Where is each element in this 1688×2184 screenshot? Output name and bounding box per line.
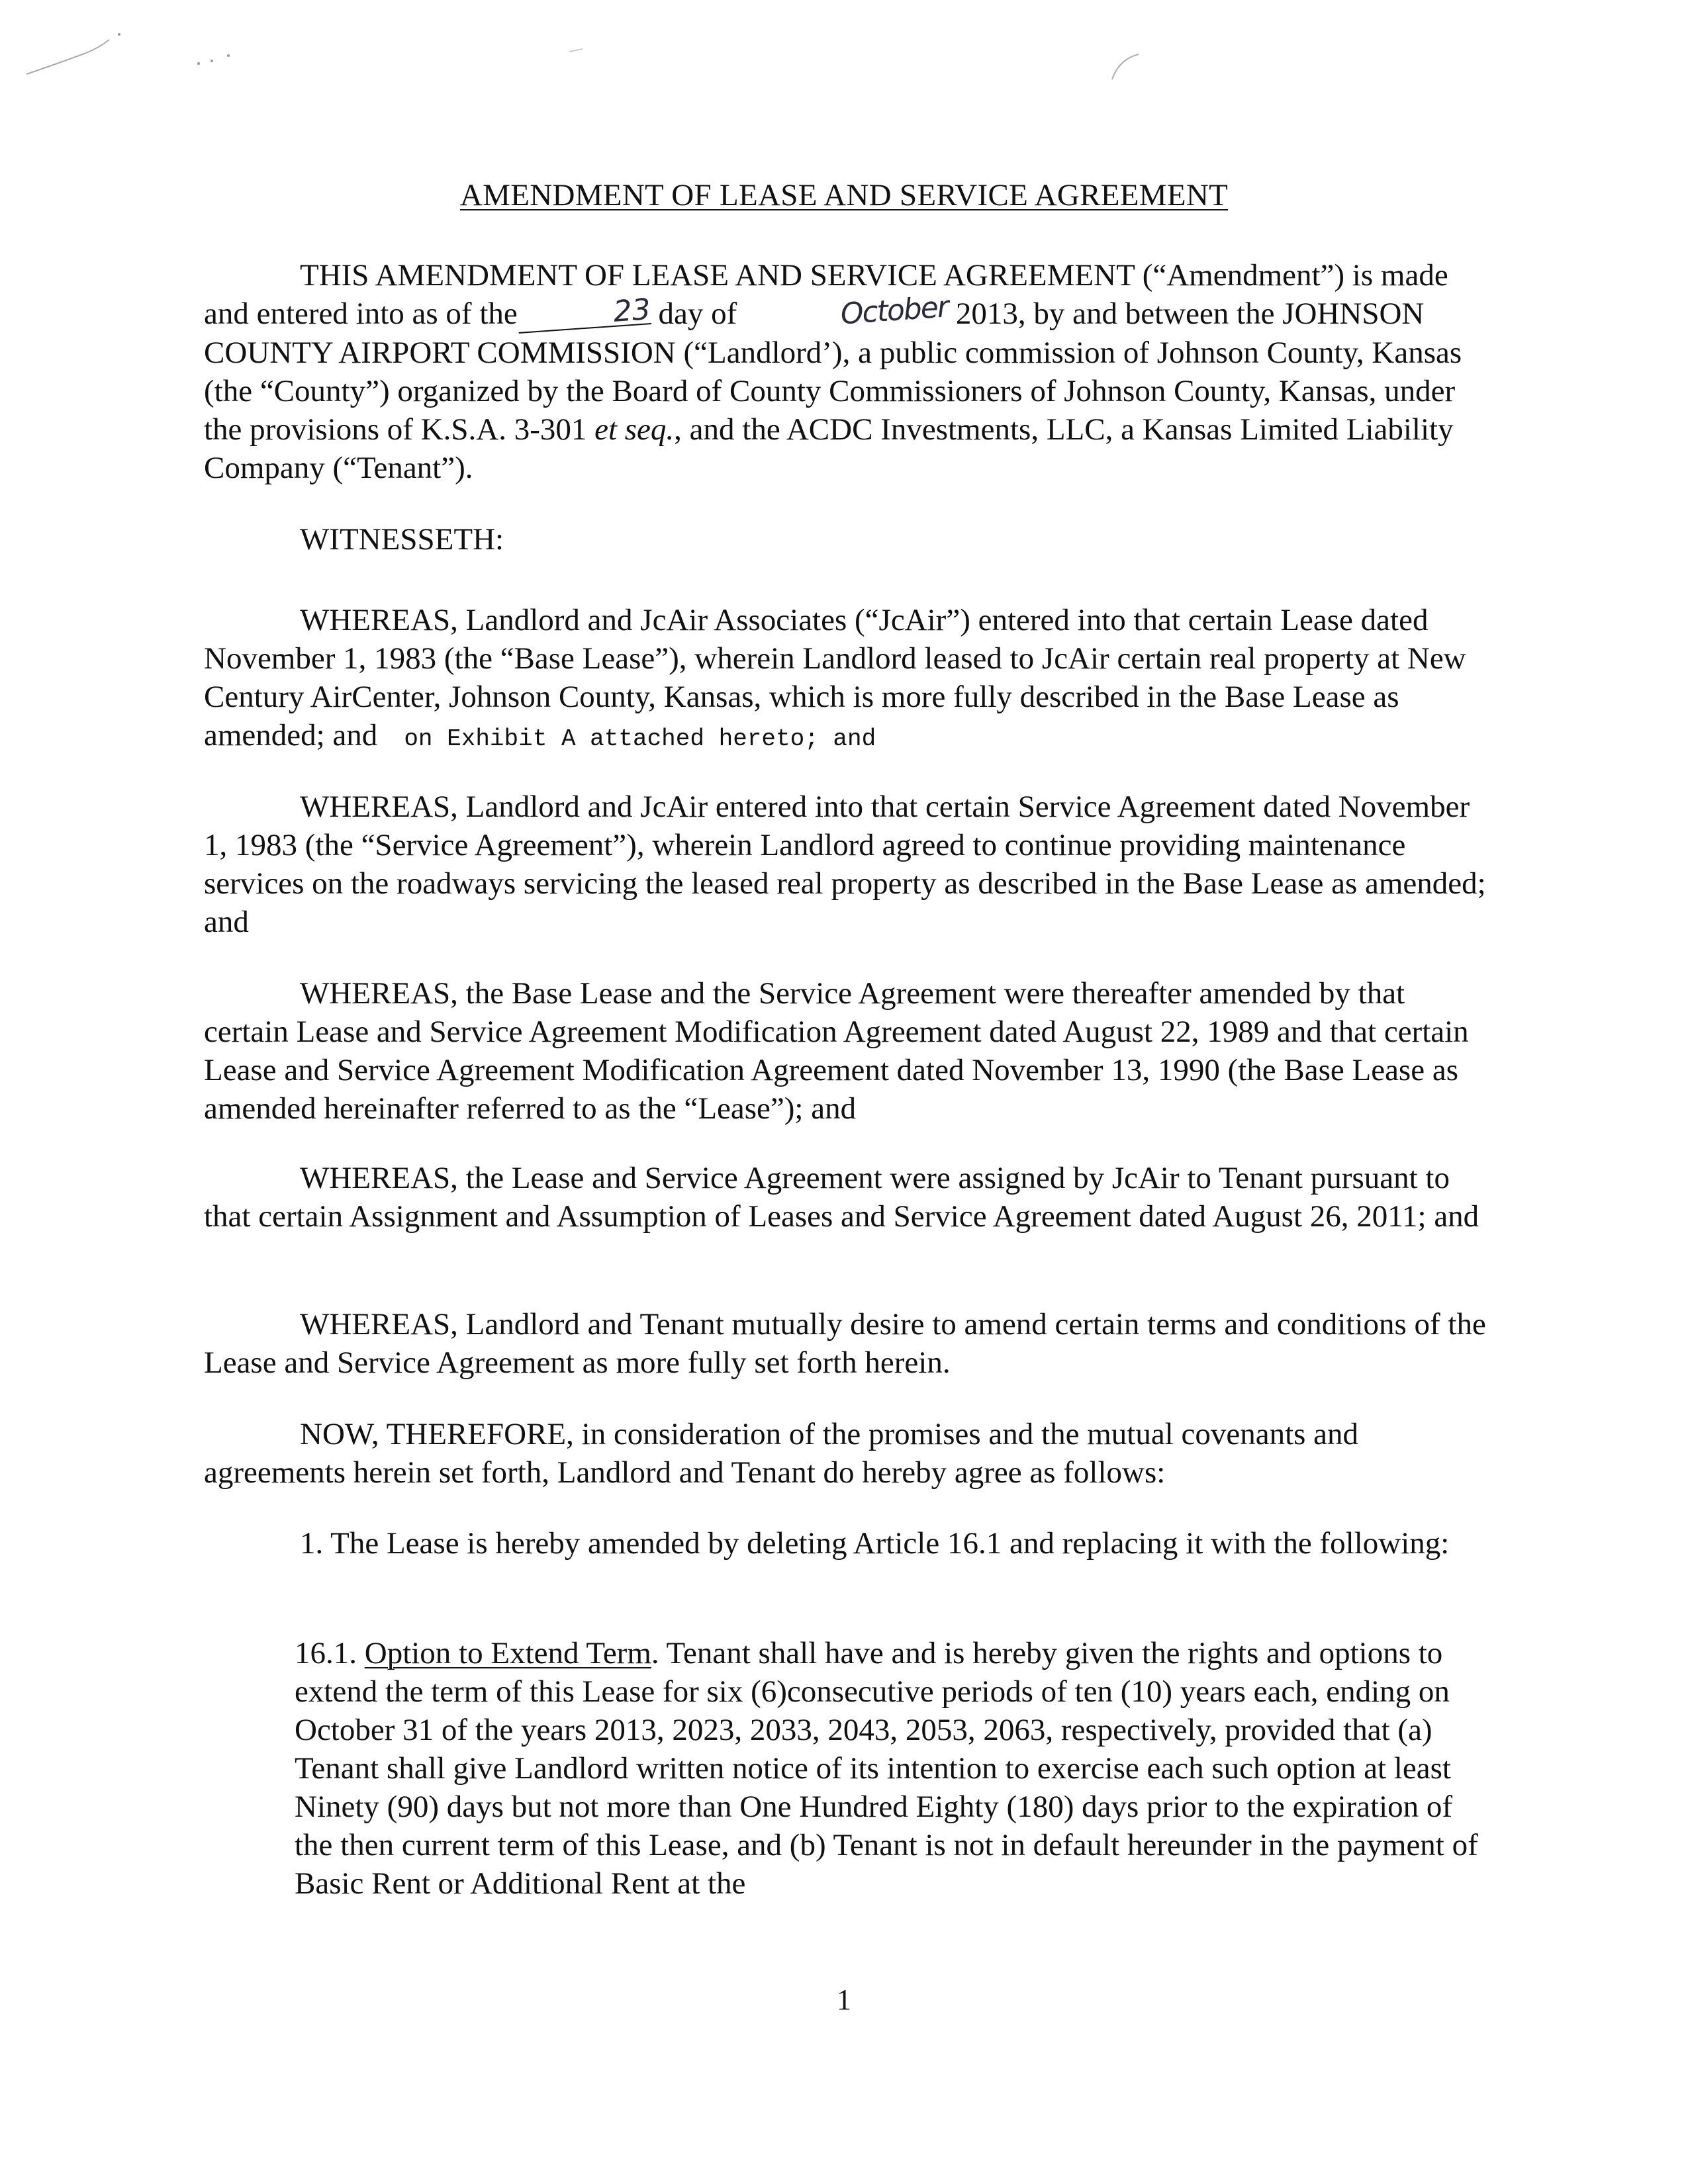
whereas-paragraph-4: WHEREAS, the Lease and Service Agreement were assigned by JcAir to Tenant pursuant to that certain Assignment and Assumption of Leases and Service Agreement dated August 26, 2011; and [204,1161,1479,1234]
witnesseth-heading: WITNESSETH: [300,522,504,557]
scan-specks [0,0,1688,132]
handwritten-day: 23 [517,296,651,334]
article-16-1: 16.1. Option to Extend Term. Tenant shall have and is hereby given the rights and options to extend the term of this Lease for six (6)consecutive periods of ten (10) years each, ending on October 31 of the years 2013, 2023, 2033, 2043, 2053, 2063, respectively, provided that (a) Tenant shall give Landlord written notice of its intention to exercise each such option at least Ninety (90) days but not more than One Hundred Eighty (180) days prior to the expiration of the then current term of this Lease, and (b) Tenant is not in default hereunder in the payment of Basic Rent or Additional Rent at the [295,1636,1478,1901]
document-title: AMENDMENT OF LEASE AND SERVICE AGREEMENT [459,178,1229,212]
article-16-1-heading: Option to Extend Term [364,1636,651,1670]
now-therefore-paragraph: NOW, THEREFORE, in consideration of the promises and the mutual covenants and agreements herein set forth, Landlord and Tenant do hereby agree as follows: [204,1417,1359,1490]
page-number: 1 [837,1983,851,2016]
whereas-paragraph-2: WHEREAS, Landlord and JcAir entered into that certain Service Agreement dated November 1, 1983 (the “Service Agreement”), wherein Landlord agreed to continue providing maintenance services on the roadways servicing the leased real property as described in the Base Lease as amended; and [204,790,1486,939]
whereas-paragraph-5: WHEREAS, Landlord and Tenant mutually desire to amend certain terms and conditions of the Lease and Service Agreement as more fully set forth herein. [204,1307,1486,1380]
whereas-paragraph-3: WHEREAS, the Base Lease and the Service Agreement were thereafter amended by that certain Lease and Service Agreement Modification Agreement dated August 22, 1989 and that certain Lease and Service Agreement Modification Agreement dated November 13, 1990 (the Base Lease as amended hereinafter referred to as the “Lease”); and [204,976,1469,1126]
whereas-paragraph-1: WHEREAS, Landlord and JcAir Associates (“JcAir”) entered into that certain Lease dated November 1, 1983 (the “Base Lease”), wherein Landlord leased to JcAir certain real property at New Century AirCenter, Johnson County, Kansas, which is more fully described in the Base Lease as amended; and on Exhibit A attached hereto; and [204,603,1466,752]
amendment-item-1: 1. The Lease is hereby amended by deleting Article 16.1 and replacing it with the following: [300,1526,1450,1561]
handwritten-month: October [839,290,949,332]
typed-insert: on Exhibit A attached hereto; and [404,725,876,752]
intro-paragraph: THIS AMENDMENT OF LEASE AND SERVICE AGREEMENT (“Amendment”) is made and entered into as of the 23 day of October 2013, by and between the JOHNSON COUNTY AIRPORT COMMISSION (“Landlord’), a public commission of Johnson County, Kansas (the “County”) organized by the Board of County Commissioners of Johnson County, Kansas, under the provisions of K.S.A. 3-301 et seq., and the ACDC Investments, LLC, a Kansas Limited Liability Company (“Tenant”). [204,258,1462,485]
